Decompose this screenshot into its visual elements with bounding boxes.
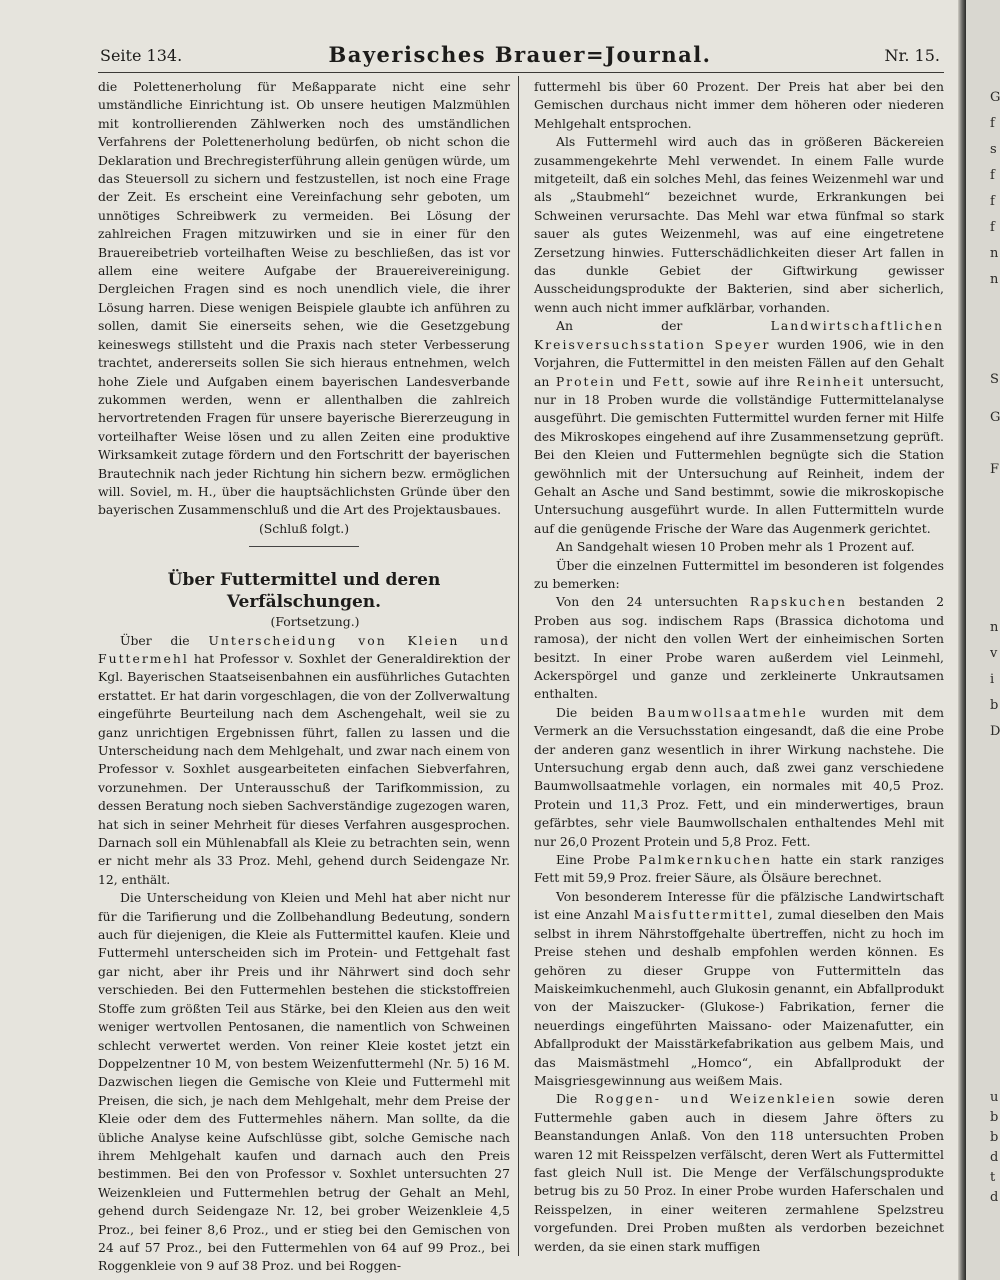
adjacent-page-glyph: u [990, 1090, 999, 1105]
section-separator [249, 546, 359, 547]
paragraph: An der Landwirtschaftlichen Kreisversuchsstation Speyer wurden 1906, wie in den Vorjahren, die Futtermittel in den meisten Fällen auf den Gehalt an Protein und Fett, sowie auf ihre Reinheit untersucht, nur in 18 Proben wurde die vollständige Futtermittelanalyse ausgeführt. Die gemischten Futtermittel wurden ferner mit Hilfe des Mikroskopes eingehend auf ihre Zusammensetzung geprüft. Bei den Kleien und Futtermehlen begnügte sich die Station gewöhnlich mit der Untersuchung auf Reinheit, indem der Gehalt an Asche und Sand bestimmt, sowie die mikroskopische Untersuchung ausgeführt wurde. In allen Futtermitteln wurde auf die genügende Frische der Ware das Augenmerk gerichtet. [534, 318, 945, 536]
adjacent-page-glyph: f [990, 194, 995, 209]
journal-title: Bayerisches Brauer=Journal. [328, 42, 712, 67]
adjacent-page-glyph: s [990, 142, 997, 157]
adjacent-page-glyph: d [990, 1190, 999, 1205]
paragraph: Von besonderem Interesse für die pfälzische Landwirtschaft ist eine Anzahl Maisfuttermittel, zumal dieselben den Mais selbst in ihrem Nährstoffgehalte übertreffen, nicht zu hoch im Preise stehen und deshalb empfohlen werden können. Es gehören zu dieser Gruppe von Futtermitteln das Maiskeimkuchenmehl, auch Glukosin genannt, ein Abfallprodukt von der Maiszucker- (Glukose-) Fabrikation, ferner die neuerdings eingeführten Maissano- oder Maizenafutter, ein Abfallprodukt der Maisstärkefabrikation aus gelbem Mais, und das Maismästmehl „Homco“, ein Abfallprodukt der Maisgriesgewinnung aus weißem Mais. [534, 888, 944, 1088]
paragraph: An Sandgehalt wiesen 10 Proben mehr als 1 Prozent auf. [556, 539, 915, 555]
paragraph: Über die einzelnen Futtermittel im besonderen ist folgendes zu bemerken: [534, 557, 944, 591]
paragraph: Die beiden Baumwollsaatmehle wurden mit dem Vermerk an die Versuchsstation eingesandt, daß die eine Probe der anderen ganz wesentlich in ihrer Wirkung nachstehe. Die Untersuchung ergab denn auch, daß zwei ganz verschiedene Baumwollsaatmehle vorlagen, ein normales mit 40,5 Proz. Protein und 11,3 Proz. Fett, und ein minderwertiges, braun gefärbtes, sehr viele Baumwollschalen enthaltendes Mehl mit nur 26,0 Prozent Protein und 5,8 Proz. Fett. [534, 704, 944, 849]
adjacent-page-glyph: G [990, 410, 1000, 425]
adjacent-page-glyph: f [990, 168, 995, 183]
paragraph: Über die Unterscheidung von Kleien und Futtermehl hat Professor v. Soxhlet der Generaldirektion der Kgl. Bayerischen Staatseisenbahnen ein ausführliches Gutachten erstattet. Er hat darin vorgeschlagen, die von der Zollverwaltung eingeführte Beurteilung nach dem Aschengehalt, weil sie zu ganz unrichtigen Ergebnissen führt, fallen zu lassen und die Unterscheidung nach dem Mehlgehalt, und zwar nach einem von Professor v. Soxhlet ausgearbeiteten einfachen Siebverfahren, vorzunehmen. Der Unterausschuß der Tarifkommission, zu dessen Beratung noch sieben Sachverständige zugezogen waren, hat sich in seiner Mehrheit für dieses Verfahren ausgesprochen. Darnach soll ein Mühlenabfall als Kleie zu betrachten sein, wenn er nicht mehr als 33 Proz. Mehl, gehend durch Seidengaze Nr. 12, enthält. [98, 632, 510, 887]
issue-number: Nr. 15. [884, 46, 940, 65]
adjacent-page-glyph: t [990, 1170, 996, 1185]
continuation-note: (Schluß folgt.) [258, 520, 350, 536]
adjacent-page-glyph: b [990, 1130, 999, 1145]
adjacent-page-edge [966, 0, 1000, 1280]
adjacent-page-glyph: D [990, 724, 1000, 739]
paragraph: Von den 24 untersuchten Rapskuchen bestanden 2 Proben aus sog. indischem Raps (Brassica dichotoma und ramosa), der nicht den vollen Wert der einheimischen Sorten besitzt. In einer Probe waren außerdem viel Leinmehl, Ackerspörgel und ganze und zerkleinerte Unkrautsamen enthalten. [534, 594, 944, 702]
adjacent-page-glyph: f [990, 220, 995, 235]
adjacent-page-glyph: S [990, 372, 999, 387]
paragraph: Die Roggen- und Weizenkleien sowie deren Futtermehle gaben auch in diesem Jahre öfters zu Beanstandungen Anlaß. Von den 118 untersuchten Proben waren 12 mit Reisspelzen verfälscht, deren Wert als Futtermittel fast gleich Null ist. Die Menge der Verfälschungsprodukte betrug bis zu 50 Proz. In einer Probe wurden Haferschalen und Reisspelzen, in einer weiteren zermahlene Spelzstreu vorgefunden. Drei Proben mußten als verdorben bezeichnet werden, da sie einen stark muffigen [534, 1091, 944, 1254]
adjacent-page-glyph: d [990, 1150, 999, 1165]
paragraph: Eine Probe Palmkernkuchen hatte ein stark ranziges Fett mit 59,9 Proz. freier Säure, als Ölsäure berechnet. [534, 852, 945, 886]
adjacent-page-glyph: n [990, 620, 999, 635]
header-rule [98, 72, 944, 73]
right-column [534, 78, 944, 1256]
adjacent-page-glyph: b [990, 1110, 999, 1125]
paragraph: Die Unterscheidung von Kleien und Mehl hat aber nicht nur für die Tarifierung und die Zollbehandlung Bedeutung, sondern auch für diejenigen, die Kleie als Futtermittel kaufen. Kleie und Futtermehl unterscheiden sich im Protein- und Fettgehalt fast gar nicht, aber ihr Preis und ihr Nährwert sind doch sehr verschieden. Bei den Futtermehlen bestehen die stickstoffreien Stoffe zum größten Teil aus Stärke, bei den Kleien aus den weit weniger wertvollen Pentosanen, die namentlich von Schweinen schlecht verwertet werden. Von reiner Kleie kostet jetzt ein Doppelzentner 10 M, von bestem Weizenfuttermehl (Nr. 5) 16 M. Dazwischen liegen die Gemische von Kleie und Futtermehl mit Preisen, die sich, je nach dem Mehlgehalt, mehr dem Preise der Kleie oder dem des Futtermehles nähern. Man sollte, da die übliche Analyse keine Aufschlüsse gibt, solche Gemische nach ihrem Mehlgehalt kaufen und darnach auch den Preis bestimmen. Bei den von Professor v. Soxhlet untersuchten 27 Weizenkleien und Futtermehlen betrug der Gehalt an Mehl, gehend durch Seidengaze Nr. 12, bei grober Weizenkleie 4,5 Proz., bei feiner 8,6 Proz., und er stieg bei den Gemischen von 24 auf 57 Proz., bei den Futtermehlen von 64 auf 99 Proz., bei Roggenkleie von 9 auf 38 Proz. und bei Roggen- [98, 890, 510, 1274]
adjacent-page-glyph: G [990, 90, 1000, 105]
page-header [100, 42, 940, 72]
adjacent-page-glyph: n [990, 272, 999, 287]
adjacent-page-glyph: b [990, 698, 999, 713]
paragraph: die Polettenerholung für Meßapparate nicht eine sehr umständliche Einrichtung ist. Ob unsere heutigen Malzmühlen mit kontrollierenden Zählwerken noch des umständlichen Verfahrens der Polettenerholung bedürfen, ob nicht schon die Deklaration und Brechregisterführung allein genügen würde, um das Steuersoll zu sichern und festzustellen, ist noch eine Frage der Zeit. Es erscheint eine Vereinfachung sehr geboten, um unnötiges Schreibwerk zu vermeiden. Bei Lösung der zahlreichen Fragen mitzuwirken und sie in einer für den Brauereibetrieb vorteilhaften Weise zu beschließen, das ist vor allem eine weitere Aufgabe der Brauereivereinigung. Dergleichen Fragen sind es noch unendlich viele, die ihrer Lösung harren. Diese wenigen Beispiele glaubte ich anführen zu sollen, damit Sie einerseits sehen, wie die Gesetzgebung keineswegs stillsteht und die Praxis nach steter Verbesserung trachtet, andererseits sollen Sie sich hieraus entnehmen, welch hohe Ziele und Aufgaben einem bayerischen Landesverbande zukommen werden, wenn er allenthalben die zahlreich hervortretenden Fragen für unsere bayerische Biererzeugung in vorteilhafter Weise lösen und zu allen Zeiten eine produktive Wirksamkeit zutage fördern und den Fortschritt der bayerischen Brautechnik nach jeder Richtung hin sichern bezw. ermöglichen will. Soviel, m. H., über die hauptsächlichsten Gründe über den bayerischen Zusammenschluß und die Art des Projektausbaues. [98, 79, 510, 518]
column-divider [518, 76, 519, 1256]
adjacent-page-glyph: i [990, 672, 995, 687]
page-number: Seite 134. [100, 46, 183, 65]
adjacent-page-glyph: F [990, 462, 1000, 477]
left-column [98, 78, 510, 1276]
book-gutter [958, 0, 966, 1280]
paragraph: Als Futtermehl wird auch das in größeren Bäckereien zusammengekehrte Mehl verwendet. In einem Falle wurde mitgeteilt, daß ein solches Mehl, das feines Weizenmehl war und als „Staubmehl“ bezeichnet wurde, Erkrankungen bei Schweinen verursachte. Das Mehl war etwa fünfmal so stark sauer als gutes Weizenmehl, was auf eine eingetretene Zersetzung hinwies. Futterschädlichkeiten dieser Art fallen in das dunkle Gebiet der Giftwirkung gewisser Ausscheidungsprodukte der Bakterien, sind aber sicherlich, wenn auch nicht immer aufklärbar, vorhanden. [534, 134, 944, 315]
article-subtitle: (Fortsetzung.) [270, 614, 360, 630]
paragraph: futtermehl bis über 60 Prozent. Der Preis hat aber bei den Gemischen durchaus nicht immer dem höheren oder niederen Mehlgehalt entsprochen. [534, 79, 944, 131]
adjacent-page-glyph: n [990, 246, 999, 261]
article-title: Über Futtermittel und deren Verfälschungen. [167, 570, 441, 613]
adjacent-page-glyph: f [990, 116, 995, 131]
adjacent-page-glyph: v [990, 646, 998, 661]
